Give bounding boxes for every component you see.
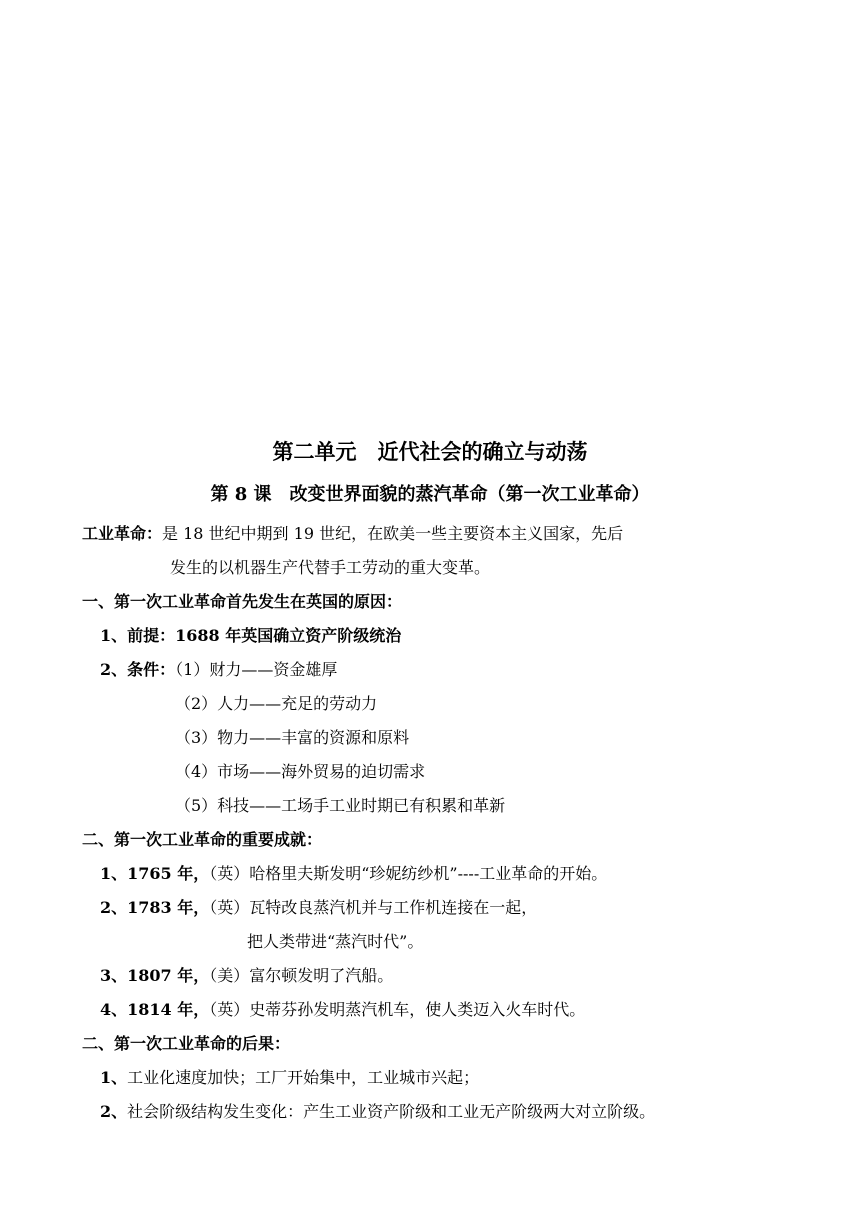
achievement-year: 2、1783 年， [100,898,210,917]
condition-3: （3）物力——丰富的资源和原料 [175,728,410,747]
premise-item: 1、前提：1688 年英国确立资产阶级统治 [100,626,402,645]
achievement-year: 1、1765 年， [100,864,210,883]
conditions-label: 2、条件： [100,660,176,679]
condition-1: （1）财力——资金雄厚 [175,660,338,679]
section-3-heading: 二、第一次工业革命的后果： [82,1034,291,1053]
condition-4: （4）市场——海外贸易的迫切需求 [175,762,426,781]
achievement-item-1 [100,864,607,884]
unit-title: 第二单元 近代社会的确立与动荡 [272,439,588,464]
achievement-text: （美）富尔顿发明了汽船。 [209,966,394,985]
achievement-text: （英）哈格里夫斯发明“珍妮纺纱机”----工业革命的开始。 [209,864,608,883]
achievement-text: （英）瓦特改良蒸汽机并与工作机连接在一起， [209,898,538,917]
achievement-year: 4、1814 年， [100,1000,210,1019]
conditions-item [100,660,337,680]
consequence-number: 1、 [100,1068,128,1087]
achievement-item-2 [100,898,537,918]
condition-5: （5）科技——工场手工业时期已有积累和革新 [175,796,506,815]
consequence-item-1 [100,1068,479,1088]
achievement-year: 3、1807 年， [100,966,210,985]
section-2-heading: 二、第一次工业革命的重要成就： [82,830,323,849]
condition-2: （2）人力——充足的劳动力 [175,694,378,713]
section-1-heading: 一、第一次工业革命首先发生在英国的原因： [82,592,403,611]
achievement-item-3 [100,966,393,986]
achievement-text: （英）史蒂芬孙发明蒸汽机车，使人类迈入火车时代。 [209,1000,586,1019]
definition-term: 工业革命： [82,524,163,543]
consequence-text: 工业化速度加快；工厂开始集中，工业城市兴起； [127,1068,480,1087]
achievement-item-2-continuation: 把人类带进“蒸汽时代”。 [247,932,424,951]
definition-line-1 [82,524,623,544]
consequence-number: 2、 [100,1102,128,1121]
consequence-item-2 [100,1102,655,1122]
consequence-text: 社会阶级结构发生变化：产生工业资产阶级和工业无产阶级两大对立阶级。 [127,1102,656,1121]
definition-line-2: 发生的以机器生产代替手工劳动的重大变革。 [170,558,491,577]
achievement-item-4 [100,1000,585,1020]
lesson-title: 第 8 课 改变世界面貌的蒸汽革命（第一次工业革命） [210,484,650,505]
definition-text-1: 是 18 世纪中期到 19 世纪，在欧美一些主要资本主义国家，先后 [162,524,624,543]
